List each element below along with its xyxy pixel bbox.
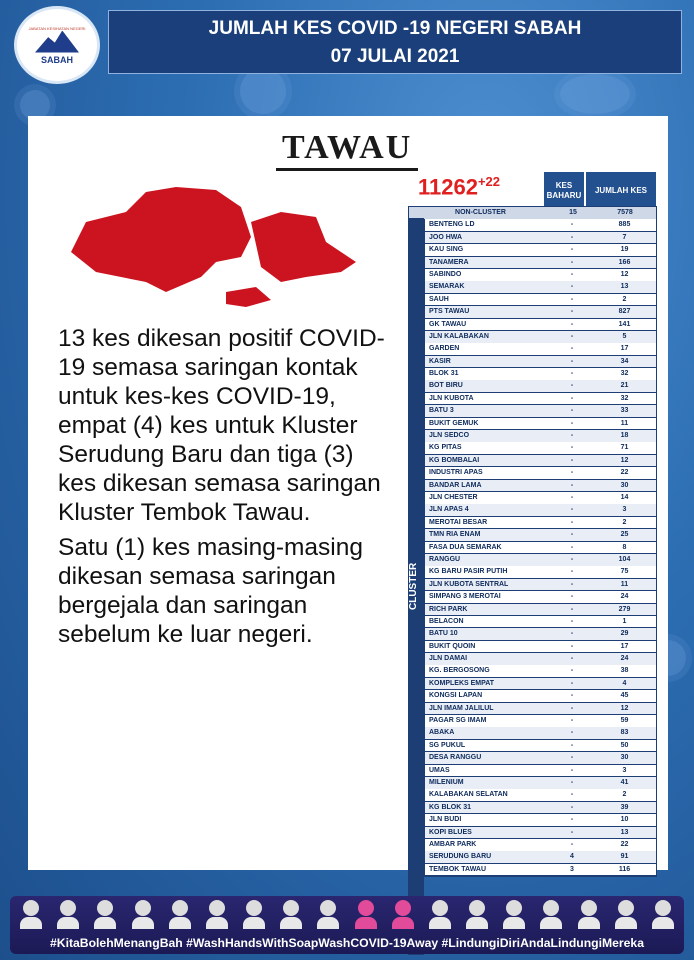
cell-new: - bbox=[570, 345, 574, 353]
table-row bbox=[425, 715, 656, 727]
cell-total: 7 bbox=[622, 233, 627, 241]
person-icon bbox=[429, 900, 451, 930]
table-row bbox=[425, 393, 656, 405]
cell-total: 279 bbox=[618, 605, 631, 613]
cell-total: 33 bbox=[620, 407, 629, 415]
cell-new: - bbox=[570, 803, 574, 811]
cell-total: 41 bbox=[620, 778, 629, 786]
table-row bbox=[425, 418, 656, 430]
cell-name: PAGAR SG IMAM bbox=[429, 717, 487, 725]
cell-total: 141 bbox=[618, 320, 631, 328]
cell-name: KG BOMBALAI bbox=[429, 456, 480, 464]
cell-new: - bbox=[570, 332, 574, 340]
table-row bbox=[425, 455, 656, 467]
column-header-total: JUMLAH KES bbox=[586, 172, 656, 210]
cell-name: JLN KUBOTA bbox=[429, 394, 474, 402]
cell-name: BELACON bbox=[429, 617, 464, 625]
cell-new: - bbox=[570, 692, 574, 700]
cell-total: 5 bbox=[622, 332, 627, 340]
cell-total: 83 bbox=[620, 729, 629, 737]
table-row bbox=[425, 690, 656, 702]
cell-name: KAU SING bbox=[429, 246, 464, 254]
person-icon bbox=[466, 900, 488, 930]
cell-name: JLN BUDI bbox=[429, 816, 462, 824]
table-row bbox=[425, 442, 656, 454]
person-icon bbox=[652, 900, 674, 930]
cell-new: - bbox=[570, 816, 574, 824]
table-row bbox=[425, 232, 656, 244]
cell-new: - bbox=[570, 679, 574, 687]
table-row bbox=[425, 480, 656, 492]
person-icon bbox=[392, 900, 414, 930]
table-row bbox=[425, 678, 656, 690]
table-row bbox=[425, 294, 656, 306]
cell-name: KONGSI LAPAN bbox=[429, 692, 483, 700]
cell-total: 29 bbox=[620, 630, 629, 638]
cell-name: BLOK 31 bbox=[429, 370, 459, 378]
person-icon bbox=[355, 900, 377, 930]
cell-new: - bbox=[570, 840, 574, 848]
table-row bbox=[425, 467, 656, 479]
cell-name: SERUDUNG BARU bbox=[429, 853, 492, 861]
table-row bbox=[425, 430, 656, 442]
table-row bbox=[425, 579, 656, 591]
cell-name: TMN RIA ENAM bbox=[429, 531, 481, 539]
cell-total: 11 bbox=[620, 419, 629, 427]
cell-new: 3 bbox=[570, 865, 574, 873]
person-icon bbox=[615, 900, 637, 930]
table-row bbox=[425, 802, 656, 814]
cell-total: 104 bbox=[618, 555, 631, 563]
cell-name: JLN APAS 4 bbox=[429, 506, 469, 514]
table-row bbox=[425, 504, 656, 516]
table-row bbox=[425, 517, 656, 529]
table-row bbox=[425, 864, 656, 876]
cell-total: 32 bbox=[620, 370, 629, 378]
cell-name: KASIR bbox=[429, 357, 451, 365]
cell-name: BENTENG LD bbox=[429, 221, 475, 229]
cell-name: RICH PARK bbox=[429, 605, 468, 613]
cell-total: 12 bbox=[620, 704, 629, 712]
cell-new: - bbox=[570, 308, 574, 316]
cell-new: - bbox=[570, 828, 574, 836]
cell-new: - bbox=[570, 283, 574, 291]
table-row bbox=[425, 405, 656, 417]
cell-total: 885 bbox=[618, 221, 631, 229]
cell-new: - bbox=[570, 667, 574, 675]
cell-name: JLN DAMAI bbox=[429, 655, 468, 663]
cell-total: 2 bbox=[622, 295, 627, 303]
cell-total: 13 bbox=[620, 283, 629, 291]
person-icon bbox=[243, 900, 265, 930]
person-icon bbox=[317, 900, 339, 930]
district-title: TAWAU bbox=[276, 128, 418, 171]
cell-total: 91 bbox=[620, 853, 629, 861]
cell-total: 59 bbox=[620, 717, 629, 725]
table-row bbox=[425, 851, 656, 863]
cell-total: 2 bbox=[622, 518, 627, 526]
cell-total: 17 bbox=[620, 642, 629, 650]
table-row bbox=[425, 703, 656, 715]
person-icon bbox=[540, 900, 562, 930]
table-row bbox=[425, 777, 656, 789]
cell-total: 30 bbox=[620, 481, 629, 489]
cell-name: BANDAR LAMA bbox=[429, 481, 482, 489]
cell-new: - bbox=[570, 506, 574, 514]
person-icon bbox=[132, 900, 154, 930]
cell-total: 3 bbox=[622, 766, 627, 774]
table-row bbox=[425, 591, 656, 603]
cell-name: BUKIT QUOIN bbox=[429, 642, 476, 650]
cell-name: KG BLOK 31 bbox=[429, 803, 472, 811]
cell-total: 13 bbox=[620, 828, 629, 836]
table-row bbox=[425, 752, 656, 764]
cell-new: - bbox=[570, 419, 574, 427]
cell-new: - bbox=[570, 456, 574, 464]
cell-name: GARDEN bbox=[429, 345, 460, 353]
cell-total: 32 bbox=[620, 394, 629, 402]
content-card bbox=[28, 116, 668, 873]
cell-new: - bbox=[570, 717, 574, 725]
table-row bbox=[425, 628, 656, 640]
table-row bbox=[425, 839, 656, 851]
cell-total: 30 bbox=[620, 754, 629, 762]
cell-name: PTS TAWAU bbox=[429, 308, 470, 316]
cell-name: SAUH bbox=[429, 295, 449, 303]
cluster-label: CLUSTER bbox=[408, 218, 424, 955]
cell-name: KG BARU PASIR PUTIH bbox=[429, 568, 508, 576]
table-row bbox=[425, 269, 656, 281]
table-row bbox=[425, 765, 656, 777]
sabah-health-logo bbox=[14, 6, 100, 84]
person-icon bbox=[20, 900, 42, 930]
description-paragraph: Satu (1) kes masing-masing dikesan semasa saringan bergejala dan saringan sebelum ke luar negeri. bbox=[58, 534, 364, 648]
table-row bbox=[425, 281, 656, 293]
cell-total: 19 bbox=[620, 246, 629, 254]
table-row bbox=[425, 380, 656, 392]
cell-name: UMAS bbox=[429, 766, 450, 774]
cell-total: 8 bbox=[622, 543, 627, 551]
cell-total: 12 bbox=[620, 456, 629, 464]
cell-new: - bbox=[570, 407, 574, 415]
cell-name: ABAKA bbox=[429, 729, 455, 737]
cell-new: - bbox=[570, 729, 574, 737]
cell-total: 18 bbox=[620, 432, 629, 440]
cell-total: 21 bbox=[620, 382, 629, 390]
cell-name: BOT BIRU bbox=[429, 382, 463, 390]
cell-new: - bbox=[570, 233, 574, 241]
table-row bbox=[425, 319, 656, 331]
cell-new: - bbox=[570, 704, 574, 712]
cell-name: JLN KALABAKAN bbox=[429, 332, 489, 340]
cell-total: 50 bbox=[620, 741, 629, 749]
cell-new: - bbox=[570, 642, 574, 650]
table-row bbox=[425, 331, 656, 343]
person-icon bbox=[94, 900, 116, 930]
virus-decoration bbox=[560, 74, 630, 114]
tawau-map bbox=[66, 182, 366, 312]
cell-new: - bbox=[570, 531, 574, 539]
table-row bbox=[425, 492, 656, 504]
table-row bbox=[425, 257, 656, 269]
table-row bbox=[425, 665, 656, 677]
cell-name: FASA DUA SEMARAK bbox=[429, 543, 502, 551]
cell-name: BATU 3 bbox=[429, 407, 454, 415]
cell-total: 45 bbox=[620, 692, 629, 700]
table-row bbox=[425, 554, 656, 566]
table-row bbox=[425, 789, 656, 801]
total-value: 11262 bbox=[418, 174, 478, 200]
cell-new: - bbox=[570, 617, 574, 625]
cell-new: - bbox=[570, 518, 574, 526]
title-banner bbox=[108, 10, 682, 74]
cell-total: 10 bbox=[620, 816, 629, 824]
cell-total: 39 bbox=[620, 803, 629, 811]
cell-new: - bbox=[570, 493, 574, 501]
cell-name: MILENIUM bbox=[429, 778, 464, 786]
cell-total: 38 bbox=[620, 667, 629, 675]
cell-new: - bbox=[570, 270, 574, 278]
cell-total: 17 bbox=[620, 345, 629, 353]
person-icon bbox=[57, 900, 79, 930]
cell-total: 24 bbox=[620, 655, 629, 663]
cell-new: - bbox=[570, 630, 574, 638]
cell-name: KOMPLEKS EMPAT bbox=[429, 679, 495, 687]
person-icon bbox=[578, 900, 600, 930]
cell-total: 3 bbox=[622, 506, 627, 514]
cell-new: 4 bbox=[570, 853, 574, 861]
person-icon bbox=[169, 900, 191, 930]
cell-name: DESA RANGGU bbox=[429, 754, 482, 762]
table-row bbox=[425, 529, 656, 541]
cell-new: - bbox=[570, 605, 574, 613]
table-row bbox=[425, 244, 656, 256]
table-row bbox=[425, 356, 656, 368]
table-row bbox=[425, 616, 656, 628]
cell-new: - bbox=[570, 791, 574, 799]
cell-name: KALABAKAN SELATAN bbox=[429, 791, 508, 799]
table-row bbox=[425, 827, 656, 839]
cell-total: 22 bbox=[620, 469, 629, 477]
cell-total: 75 bbox=[620, 568, 629, 576]
cell-new: - bbox=[570, 741, 574, 749]
cell-new: - bbox=[570, 593, 574, 601]
virus-decoration bbox=[240, 68, 286, 114]
cell-new: - bbox=[570, 394, 574, 402]
cell-new: - bbox=[570, 580, 574, 588]
table-row bbox=[425, 653, 656, 665]
table-row bbox=[425, 343, 656, 355]
non-cluster-row: NON-CLUSTER 15 7578 bbox=[409, 207, 656, 219]
hashtags: #KitaBolehMenangBah #WashHandsWithSoapWashCOVID-19Away #LindungiDiriAndaLindungiMereka bbox=[50, 936, 644, 950]
title-line-2: 07 JULAI 2021 bbox=[330, 46, 460, 67]
table-row bbox=[425, 542, 656, 554]
cell-total: 827 bbox=[618, 308, 631, 316]
cell-name: MEROTAI BESAR bbox=[429, 518, 488, 526]
cell-name: GK TAWAU bbox=[429, 320, 467, 328]
cell-name: JLN KUBOTA SENTRAL bbox=[429, 580, 509, 588]
cell-name: JLN SEDCO bbox=[429, 432, 470, 440]
cell-name: KG PITAS bbox=[429, 444, 462, 452]
logo-small-text: JABATAN KESIHATAN NEGERI bbox=[28, 25, 86, 31]
cell-total: 2 bbox=[622, 791, 627, 799]
cell-new: - bbox=[570, 481, 574, 489]
cell-total: 14 bbox=[620, 493, 629, 501]
footer-banner bbox=[10, 896, 684, 954]
person-icon bbox=[503, 900, 525, 930]
cell-name: SABINDO bbox=[429, 270, 462, 278]
mountain-icon bbox=[35, 31, 79, 53]
total-new: +22 bbox=[477, 174, 501, 189]
cell-total: 34 bbox=[620, 357, 629, 365]
cell-new: - bbox=[570, 754, 574, 762]
cell-name: SG PUKUL bbox=[429, 741, 466, 749]
cell-name: JLN IMAM JALILUL bbox=[429, 704, 494, 712]
person-icon bbox=[206, 900, 228, 930]
cell-name: RANGGU bbox=[429, 555, 461, 563]
cell-total: 22 bbox=[620, 840, 629, 848]
table-row bbox=[425, 814, 656, 826]
cell-total: 12 bbox=[620, 270, 629, 278]
cell-name: JLN CHESTER bbox=[429, 493, 478, 501]
cell-new: - bbox=[570, 568, 574, 576]
cell-name: BATU 10 bbox=[429, 630, 458, 638]
cell-name: INDUSTRI APAS bbox=[429, 469, 483, 477]
column-header-new: KES BAHARU bbox=[544, 172, 584, 210]
cluster-table bbox=[408, 206, 657, 877]
cell-name: KOPI BLUES bbox=[429, 828, 472, 836]
table-row bbox=[425, 306, 656, 318]
cell-name: TANAMERA bbox=[429, 258, 469, 266]
total-cases bbox=[418, 174, 500, 200]
logo-text: SABAH bbox=[40, 54, 73, 65]
person-icon bbox=[280, 900, 302, 930]
cell-new: - bbox=[570, 382, 574, 390]
cell-new: - bbox=[570, 258, 574, 266]
cell-new: - bbox=[570, 655, 574, 663]
cell-total: 24 bbox=[620, 593, 629, 601]
cell-name: AMBAR PARK bbox=[429, 840, 477, 848]
table-row bbox=[425, 740, 656, 752]
table-row bbox=[425, 641, 656, 653]
cell-total: 116 bbox=[618, 865, 631, 873]
cell-new: - bbox=[570, 370, 574, 378]
cell-total: 166 bbox=[618, 258, 631, 266]
cell-total: 71 bbox=[620, 444, 629, 452]
cell-new: - bbox=[570, 778, 574, 786]
cell-new: - bbox=[570, 357, 574, 365]
people-illustration bbox=[20, 900, 674, 930]
cell-name: JOO HWA bbox=[429, 233, 463, 241]
cell-new: - bbox=[570, 444, 574, 452]
cell-new: - bbox=[570, 766, 574, 774]
cell-new: - bbox=[570, 320, 574, 328]
title-line-1: JUMLAH KES COVID -19 NEGERI SABAH bbox=[208, 18, 582, 39]
table-row bbox=[425, 566, 656, 578]
cell-name: KG. BERGOSONG bbox=[429, 667, 490, 675]
table-row bbox=[425, 727, 656, 739]
cell-new: - bbox=[570, 555, 574, 563]
cell-total: 25 bbox=[620, 531, 629, 539]
cell-new: - bbox=[570, 295, 574, 303]
cell-new: - bbox=[570, 543, 574, 551]
cell-total: 4 bbox=[622, 679, 627, 687]
cell-name: SIMPANG 3 MEROTAI bbox=[429, 593, 501, 601]
cell-name: SEMARAK bbox=[429, 283, 465, 291]
cell-total: 1 bbox=[622, 617, 627, 625]
cell-new: - bbox=[570, 469, 574, 477]
cell-total: 11 bbox=[620, 580, 629, 588]
cell-name: BUKIT GEMUK bbox=[429, 419, 479, 427]
cell-new: - bbox=[570, 432, 574, 440]
cell-new: - bbox=[570, 221, 574, 229]
table-row bbox=[425, 368, 656, 380]
cell-name: TEMBOK TAWAU bbox=[429, 865, 487, 873]
description bbox=[58, 324, 398, 655]
cell-new: - bbox=[570, 246, 574, 254]
table-row bbox=[425, 219, 656, 231]
description-paragraph: 13 kes dikesan positif COVID-19 semasa saringan kontak untuk kes-kes COVID-19, empat (4) kes untuk Kluster Serudung Baru dan tiga (3) kes dikesan semasa saringan Kluster Tembok Tawau. bbox=[58, 325, 385, 526]
table-row bbox=[425, 604, 656, 616]
